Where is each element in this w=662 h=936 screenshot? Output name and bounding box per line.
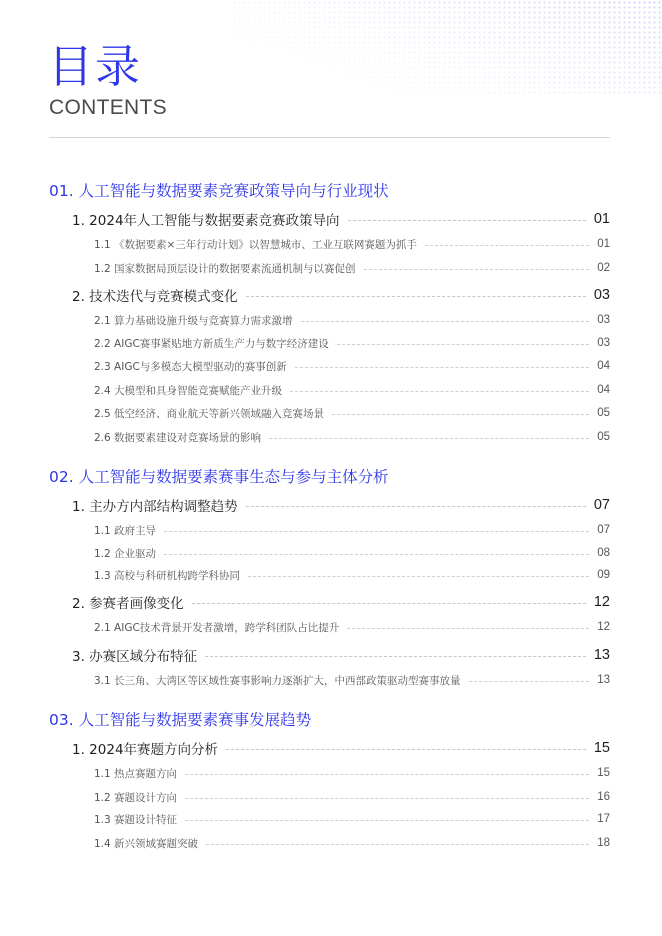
dot-leader xyxy=(185,774,589,775)
page-title: 目录 xyxy=(48,40,143,93)
page-number: 05 xyxy=(597,431,610,443)
page-number: 03 xyxy=(593,287,610,303)
dot-leader xyxy=(226,749,586,750)
dot-leader xyxy=(364,269,590,270)
toc-entry[interactable] xyxy=(72,592,610,612)
toc-subentry[interactable] xyxy=(94,335,610,351)
subentry-title: 1.3 高校与科研机构跨学科协同 xyxy=(94,569,241,582)
dot-leader xyxy=(290,391,589,392)
toc-entry[interactable] xyxy=(72,495,610,515)
dot-leader xyxy=(248,576,589,577)
entry-title: 1. 2024年人工智能与数据要素竞赛政策导向 xyxy=(72,213,340,229)
toc-subentry[interactable] xyxy=(94,672,610,688)
page-number: 13 xyxy=(593,647,610,663)
toc-subentry[interactable] xyxy=(94,545,610,561)
section-title: 03. 人工智能与数据要素赛事发展趋势 xyxy=(49,711,312,729)
page-number: 04 xyxy=(597,360,610,372)
subentry-title: 1.3 赛题设计特征 xyxy=(94,813,178,826)
page-number: 07 xyxy=(597,524,610,536)
toc-section-02[interactable] xyxy=(49,465,610,487)
entry-title: 1. 2024年赛题方向分析 xyxy=(72,742,219,758)
dot-leader xyxy=(348,220,586,221)
subentry-title: 2.1 AIGC技术背景开发者激增，跨学科团队占比提升 xyxy=(94,621,340,634)
page-number: 15 xyxy=(597,767,610,779)
dot-leader xyxy=(192,603,586,604)
entry-title: 2. 技术迭代与竞赛模式变化 xyxy=(72,289,238,305)
dot-leader xyxy=(301,321,590,322)
section-title: 01. 人工智能与数据要素竞赛政策导向与行业现状 xyxy=(49,182,389,200)
subentry-title: 2.4 大模型和具身智能竞赛赋能产业升级 xyxy=(94,384,283,397)
subentry-title: 1.2 企业驱动 xyxy=(94,547,157,560)
dot-leader xyxy=(347,628,589,629)
dot-leader xyxy=(246,506,586,507)
entry-title: 3. 办赛区域分布特征 xyxy=(72,649,198,665)
subentry-title: 2.2 AIGC赛事紧贴地方新质生产力与数字经济建设 xyxy=(94,337,329,350)
dot-leader xyxy=(295,367,589,368)
page-number: 07 xyxy=(593,497,610,513)
page-number: 09 xyxy=(597,569,610,581)
toc-section-01[interactable] xyxy=(49,179,610,201)
dot-leader xyxy=(185,798,589,799)
toc-subentry[interactable] xyxy=(94,429,610,445)
toc-entry[interactable] xyxy=(72,209,610,229)
dot-leader xyxy=(164,531,589,532)
section-title: 02. 人工智能与数据要素赛事生态与参与主体分析 xyxy=(49,468,389,486)
entry-title: 2. 参赛者画像变化 xyxy=(72,596,184,612)
page-number: 12 xyxy=(597,621,610,633)
dot-leader xyxy=(246,296,586,297)
page-number: 13 xyxy=(597,674,610,686)
subentry-title: 1.2 国家数据局顶层设计的数据要素流通机制与以赛促创 xyxy=(94,262,356,275)
toc-entry[interactable] xyxy=(72,285,610,305)
page-number: 04 xyxy=(597,384,610,396)
dot-leader xyxy=(332,414,589,415)
toc-subentry[interactable] xyxy=(94,765,610,781)
subentry-title: 1.1 《数据要素×三年行动计划》以智慧城市、工业互联网赛题为抓手 xyxy=(94,238,417,251)
dot-leader xyxy=(206,844,589,845)
toc-entry[interactable] xyxy=(72,738,610,758)
toc-subentry[interactable] xyxy=(94,236,610,252)
subentry-title: 1.1 政府主导 xyxy=(94,524,157,537)
page-number: 02 xyxy=(597,262,610,274)
subentry-title: 2.1 算力基础设施升级与竞赛算力需求激增 xyxy=(94,314,293,327)
page-number: 12 xyxy=(593,594,610,610)
subentry-title: 2.5 低空经济、商业航天等新兴领域融入竞赛场景 xyxy=(94,407,325,420)
page-number: 15 xyxy=(593,740,610,756)
toc-subentry[interactable] xyxy=(94,312,610,328)
dot-leader xyxy=(337,344,589,345)
toc-subentry[interactable] xyxy=(94,358,610,374)
page-number: 03 xyxy=(597,314,610,326)
entry-title: 1. 主办方内部结构调整趋势 xyxy=(72,499,238,515)
toc-subentry[interactable] xyxy=(94,522,610,538)
toc-subentry[interactable] xyxy=(94,619,610,635)
dot-leader xyxy=(469,681,590,682)
toc-entry[interactable] xyxy=(72,645,610,665)
page-number: 01 xyxy=(593,211,610,227)
toc-subentry[interactable] xyxy=(94,382,610,398)
dot-leader xyxy=(425,245,589,246)
toc-subentry[interactable] xyxy=(94,405,610,421)
subentry-title: 1.1 热点赛题方向 xyxy=(94,767,178,780)
page-number: 05 xyxy=(597,407,610,419)
dot-leader xyxy=(205,656,586,657)
dot-leader xyxy=(269,438,589,439)
toc-section-03[interactable] xyxy=(49,708,610,730)
subentry-title: 1.4 新兴领域赛题突破 xyxy=(94,837,199,850)
toc-subentry[interactable] xyxy=(94,567,610,583)
dot-leader xyxy=(185,820,589,821)
page-subtitle: CONTENTS xyxy=(49,96,167,119)
page-number: 01 xyxy=(597,238,610,250)
page-number: 16 xyxy=(597,791,610,803)
dot-leader xyxy=(164,554,589,555)
page-number: 03 xyxy=(597,337,610,349)
subentry-title: 2.3 AIGC与多模态大模型驱动的赛事创新 xyxy=(94,360,287,373)
subentry-title: 1.2 赛题设计方向 xyxy=(94,791,178,804)
toc-subentry[interactable] xyxy=(94,811,610,827)
toc-subentry[interactable] xyxy=(94,260,610,276)
toc-subentry[interactable] xyxy=(94,789,610,805)
toc-subentry[interactable] xyxy=(94,835,610,851)
page-number: 17 xyxy=(597,813,610,825)
page-number: 18 xyxy=(597,837,610,849)
subentry-title: 3.1 长三角、大湾区等区域性赛事影响力逐渐扩大，中西部政策驱动型赛事放量 xyxy=(94,674,461,687)
subentry-title: 2.6 数据要素建设对竞赛场景的影响 xyxy=(94,431,262,444)
page-number: 08 xyxy=(597,547,610,559)
